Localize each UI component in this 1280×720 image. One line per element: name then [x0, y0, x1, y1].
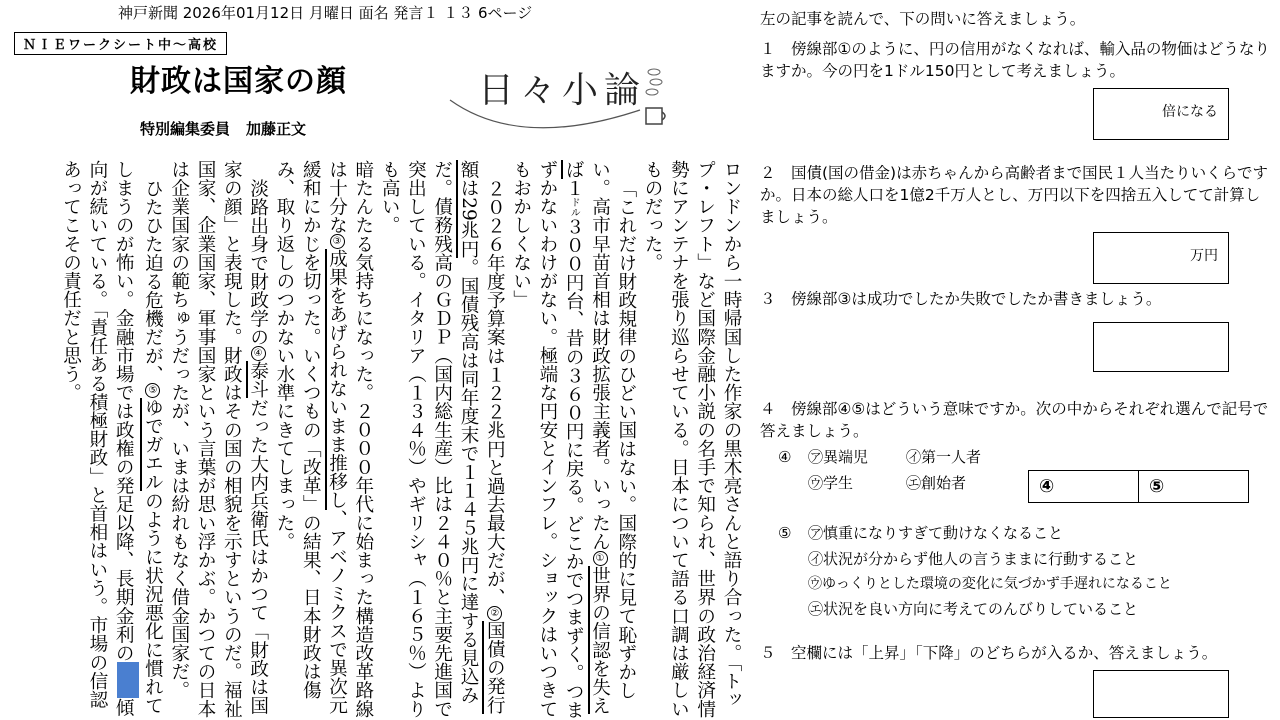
- q4-option-d: ㋓創始者: [906, 474, 967, 492]
- article-paragraph-2: 「これだけ財政規律のひどい国はない。国際的に見て恥ずかしい。高市早苗首相は財政拡張主義者。いったん①世界の信認を失えば１ドル３００円台、昔の３６０円に戻る。どこかでつまずく。つまずかないわけがない。極端な円安とインフレ。ショックはいつきてもおかしくない」: [510, 160, 637, 720]
- q5-option-c: ㋒ゆっくりとした環境の変化に気づかず手遅れになること: [808, 576, 1172, 592]
- marker-2: ②: [489, 608, 501, 620]
- question-1: １ 傍線部①のように、円の信用がなくなれば、輸入品の物価はどうなりますか。今の円を1ドル150円として考えましょう。: [760, 40, 1270, 80]
- article-paragraph-4: 暗たんたる気持ちになった。２０００年代に始まった構造改革路線は十分な③成果をあげられないまま推移し、アベノミクスで異次元緩和にかじを切った。いくつもの「改革」の結果、日本財政は傷み、取り返しのつかない水準にきてしまった。: [273, 160, 374, 718]
- article-headline: 財政は国家の顔: [130, 64, 347, 99]
- answer-box-2[interactable]: 万円: [1093, 232, 1229, 284]
- marker-3: ③: [331, 236, 343, 248]
- answer-box-3[interactable]: [1093, 322, 1229, 372]
- source-line: 神戸新聞 2026年01月12日 月曜日 面名 発言１ １３ 6ページ: [118, 4, 533, 22]
- underline-5: ゆでガエル: [142, 398, 164, 492]
- q5-option-b: ㋑状況が分からず他人の言うままに行動すること: [808, 550, 1139, 568]
- byline: [140, 118, 306, 139]
- marker-1: ①: [594, 552, 606, 564]
- answer-cell-5[interactable]: ⑤: [1139, 471, 1249, 503]
- answer-blank-highlight[interactable]: [117, 662, 139, 698]
- q4-answer-table: [1028, 470, 1249, 503]
- article-paragraph-1: ロンドンから一時帰国した作家の黒木亮さんと語り合った。「トップ・レフト」など国際金融小説の名手で知られ、世界の政治経済情勢にアンテナを張り巡らせている。日本について語る口調は厳しいものだった。: [642, 160, 742, 718]
- answer-cell-4[interactable]: ④: [1029, 471, 1139, 503]
- q5-option-a: ㋐慎重になりすぎて動けなくなること: [808, 524, 1064, 542]
- question-5: ５ 空欄には「上昇」「下降」のどちらが入るか、答えましょう。: [760, 644, 1218, 662]
- q4-option-c: ㋒学生: [808, 474, 854, 492]
- nie-worksheet-label: ＮＩＥワークシート中～高校: [14, 32, 227, 55]
- marker-4: ④: [252, 348, 264, 359]
- article-paragraph-3: ２０２６年度予算案は１２２兆円と過去最大だが、②国債の発行額は29兆円。国債残高は同年度末で１１４５兆円に達する見込みだ。債務残高のＧＤＰ（国内総生産）比は２４０％と主要先進国で突出している。イタリア（１３４％）やギリシャ（１６５％）よりも高い。: [379, 160, 506, 718]
- question-4: ４ 傍線部④⑤はどういう意味ですか。次の中からそれぞれ選んで記号で答えましょう。: [760, 400, 1269, 440]
- byline-title: 特別編集委員: [140, 120, 231, 138]
- underline-4: 泰斗: [247, 361, 269, 399]
- worksheet-intro: 左の記事を読んで、下の問いに答えましょう。: [760, 10, 1086, 28]
- underline-3: 成果をあげられないまま推移し: [326, 249, 348, 510]
- column-name: 日々小論: [478, 70, 647, 111]
- question-3: ３ 傍線部③は成功でしたか失敗でしたか書きましょう。: [760, 290, 1162, 308]
- q4-option-a: ㋐異端児: [808, 448, 869, 466]
- question-2: ２ 国債(国の借金)は赤ちゃんから高齢者まで国民１人当たりいくらですか。日本の総人口を1億2千万人とし、万円以下を四捨五入してて計算しましょう。: [760, 164, 1268, 226]
- article-paragraph-5: 淡路出身で財政学の④泰斗だった大内兵衛氏はかつて「財政は国家の顔」と表現した。財政はその国の相貌を示すというのだ。福祉国家、企業国家、軍事国家という言葉が思い浮かぶ。かつての日本は企業国家の範ちゅうだったが、いまは紛れもなく借金国家だ。: [168, 160, 269, 718]
- underline-2: 国債の発行額は29兆円: [458, 160, 506, 715]
- answer-box-1[interactable]: 倍になる: [1093, 88, 1229, 140]
- q5-label: ⑤: [778, 524, 792, 542]
- q5-option-d: ㋓状況を良い方向に考えてのんびりしていること: [808, 600, 1139, 618]
- q4-label: ④: [778, 448, 792, 466]
- article-paragraph-6: ひたひた迫る危機だが、⑤ゆでガエルのように状況悪化に慣れてしまうのが怖い。金融市場では政権の発足以降、長期金利の傾向が続いている。「責任ある積極財政」と首相はいう。市場の信認あってこその責任だと思う。: [60, 160, 164, 717]
- column-logo: [440, 50, 680, 140]
- article-body: [14, 160, 744, 720]
- worksheet-panel: [760, 0, 1275, 720]
- answer-box-5[interactable]: [1093, 670, 1229, 718]
- byline-name: 加藤正文: [246, 120, 307, 138]
- underline-1: 世界の信認を失えば: [563, 160, 611, 715]
- marker-5: ⑤: [147, 385, 159, 397]
- q4-option-b: ㋑第一人者: [906, 448, 982, 466]
